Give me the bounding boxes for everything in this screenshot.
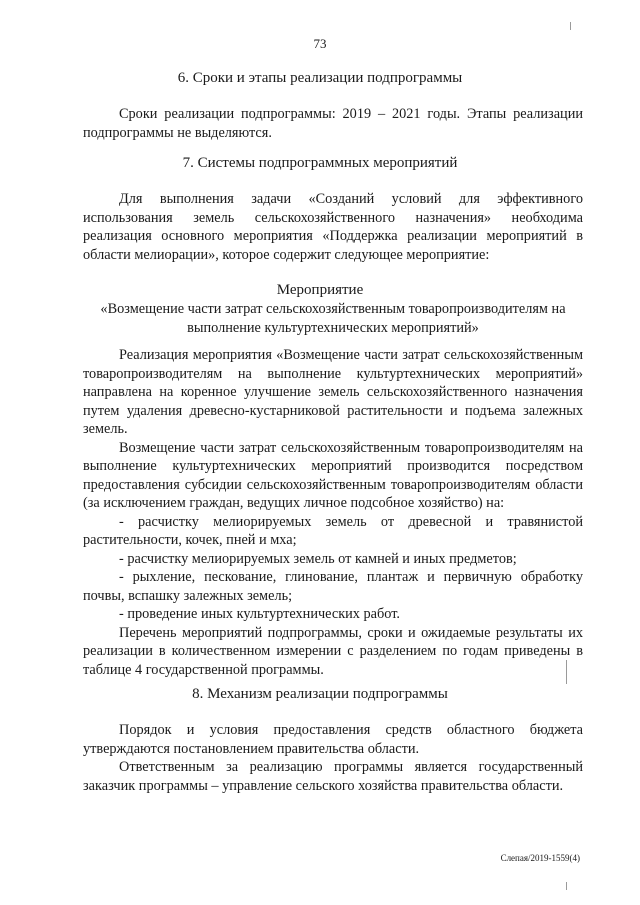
scan-mark (566, 660, 567, 684)
section-7-intro: Для выполнения задачи «Созданий условий для эффективного использования земель сельскохозяйственного назначения» необходима реализация основного мероприятия «Поддержка реализации мероприятий в области мелиорации», которое содержит следующее мероприятие: (83, 191, 583, 263)
document-footer-code: Слепая/2019-1559(4) (500, 853, 580, 863)
section-8-heading: 8. Механизм реализации подпрограммы (192, 686, 448, 702)
measure-title: «Возмещение части затрат сельскохозяйственным товаропроизводителям на выполнение культуртехнических мероприятий» (100, 301, 566, 336)
section-8-paragraph-1: Порядок и условия предоставления средств областного бюджета утверждаются постановлением правительства области. (83, 722, 583, 757)
scan-mark (570, 22, 571, 30)
list-item: - проведение иных культуртехнических работ. (119, 606, 401, 622)
section-7-heading: 7. Системы подпрограммных мероприятий (182, 155, 458, 171)
measure-label: Мероприятие (276, 282, 364, 298)
scan-mark (566, 882, 567, 890)
section-6-text: Сроки реализации подпрограммы: 2019 – 2021 годы. Этапы реализации подпрограммы не выделяются. (83, 106, 583, 141)
page-number: 73 (313, 36, 327, 51)
section-7-body (83, 346, 583, 679)
list-item: - расчистку мелиорируемых земель от древесной и травянистой растительности, кочек, пней и мха; (83, 513, 583, 548)
measure-paragraph-3: Перечень мероприятий подпрограммы, сроки и ожидаемые результаты их реализации в количественном измерении с разделением по годам приведены в таблице 4 государственной программы. (83, 624, 583, 678)
section-8-body (83, 721, 583, 795)
measure-paragraph-2: Возмещение части затрат сельскохозяйственным товаропроизводителям на выполнение культуртехнических мероприятий производится посредством предоставления субсидии сельскохозяйственным товаропроизводителям области (за исключением граждан, ведущих личное подсобное хозяйство) на: (83, 439, 583, 511)
section-6-heading: 6. Сроки и этапы реализации подпрограммы (177, 70, 463, 86)
section-8-paragraph-2: Ответственным за реализацию программы является государственный заказчик программы – управление сельского хозяйства правительства области. (83, 759, 583, 794)
measure-paragraph-1: Реализация мероприятия «Возмещение части затрат сельскохозяйственным товаропроизводителям на выполнение культуртехнических мероприятий» направлена на коренное улучшение земель сельскохозяйственного назначения путем удаления древесно-кустарниковой растительности и подъема залежных земель. (83, 347, 583, 437)
list-item: - рыхление, пескование, глинование, плантаж и первичную обработку почвы, вспашку залежных земель; (83, 569, 583, 604)
list-item: - расчистку мелиорируемых земель от камней и иных предметов; (119, 550, 517, 567)
